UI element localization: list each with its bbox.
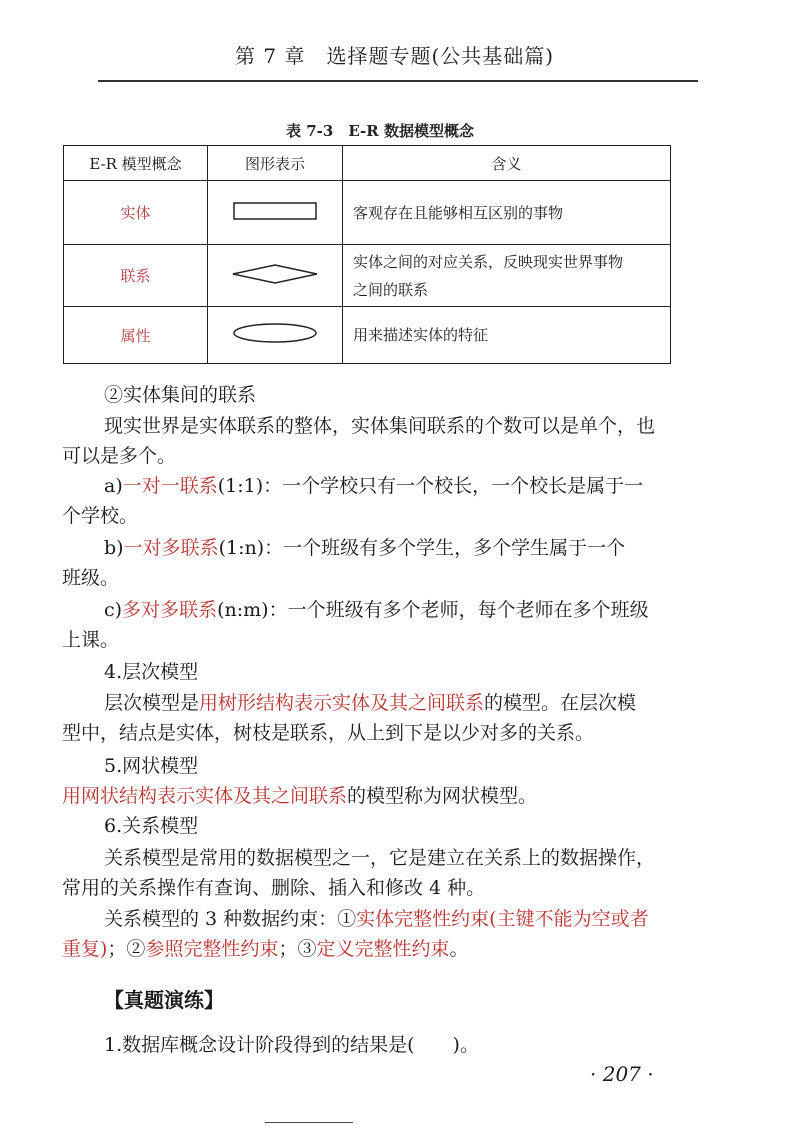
shape-cell — [208, 245, 343, 307]
meaning-text: 之间的联系 — [353, 280, 429, 299]
table-row — [64, 307, 671, 364]
concept-cell: 联系 — [64, 245, 208, 307]
text-line — [62, 934, 684, 964]
heading-network-model: 5.网状模型 — [104, 755, 199, 777]
table-row — [64, 245, 671, 307]
highlight-text: 实体完整性约束(主键不能为空或者 — [356, 908, 649, 930]
paragraph-hierarchical-model — [62, 688, 684, 748]
subheading: ②实体集间的联系 — [104, 384, 257, 406]
section-title: 【真题演练】 — [104, 988, 224, 1012]
shape-cell — [208, 307, 343, 364]
ratio-text: (n:m) — [217, 599, 269, 621]
text-line: 现实世界是实体联系的整体，实体集间联系的个数可以是单个，也 — [104, 415, 656, 437]
text-line: 上课。 — [62, 629, 120, 651]
meaning-cell — [343, 181, 671, 245]
table-header-row — [64, 146, 671, 181]
header-divider — [98, 80, 698, 82]
table-header-concept: E-R 模型概念 — [64, 146, 208, 181]
concept-cell: 实体 — [64, 181, 208, 245]
shape-cell — [208, 181, 343, 245]
meaning-cell — [343, 307, 671, 364]
concept-cell: 属性 — [64, 307, 208, 364]
text-line — [104, 688, 684, 718]
text-line: 可以是多个。 — [62, 445, 177, 467]
text-line: 常用的关系操作有查询、删除、插入和修改 4 种。 — [62, 877, 486, 899]
diamond-icon — [230, 262, 320, 286]
highlight-text: 多对多联系 — [122, 599, 218, 621]
highlight-text: 用网状结构表示实体及其之间联系 — [62, 785, 348, 807]
highlight-text: 用树形结构表示实体及其之间联系 — [199, 692, 485, 714]
highlight-text: 定义完整性约束 — [316, 938, 450, 960]
footer-divider — [265, 1122, 353, 1123]
highlight-text: 参照完整性约束 — [145, 938, 279, 960]
highlight-text: 一对多联系 — [123, 537, 219, 559]
text-span: 层次模型是 — [104, 692, 200, 714]
text-line — [104, 904, 684, 934]
paragraph-entity-relations-heading — [104, 380, 684, 410]
text-span: 。 — [449, 938, 469, 960]
meaning-text: 实体之间的对应关系，反映现实世界事物 — [353, 252, 624, 271]
ratio-text: (1:n) — [218, 537, 265, 559]
page-header: 第 7 章 选择题专题(公共基础篇) — [235, 44, 555, 68]
table-header-meaning: 含义 — [343, 146, 671, 181]
text-line: 班级。 — [62, 567, 120, 589]
paragraph-relations-intro — [62, 411, 684, 471]
list-marker: a) — [104, 475, 123, 497]
text-span: ：一个班级有多个老师，每个老师在多个班级 — [268, 599, 649, 621]
question-text: 1.数据库概念设计阶段得到的结果是( )。 — [104, 1034, 479, 1056]
table-row — [64, 181, 671, 245]
ratio-text: (1:1) — [217, 475, 264, 497]
paragraph-many-to-many — [62, 595, 684, 655]
rectangle-icon — [230, 199, 320, 223]
text-line — [104, 533, 684, 563]
text-line: 个学校。 — [62, 505, 139, 527]
table-caption: 表 7-3 E-R 数据模型概念 — [286, 122, 474, 140]
text-span: 的模型。在层次模 — [484, 692, 637, 714]
text-line — [104, 471, 684, 501]
meaning-text: 用来描述实体的特征 — [353, 326, 489, 344]
paragraph-one-to-many — [62, 533, 684, 593]
page-number: · 207 · — [590, 1062, 654, 1086]
text-span: 的模型称为网状模型。 — [347, 785, 538, 807]
highlight-text: 重复) — [62, 938, 108, 960]
er-concept-table — [63, 145, 671, 364]
text-line: 型中，结点是实体，树枝是联系，从上到下是以少对多的关系。 — [62, 722, 595, 744]
paragraph-relational-model — [62, 843, 684, 903]
heading-relational-model: 6.关系模型 — [104, 815, 199, 837]
text-span: ；② — [107, 938, 146, 960]
text-span: 关系模型的 3 种数据约束：① — [104, 908, 357, 930]
heading-hierarchical-model: 4.层次模型 — [104, 661, 199, 683]
ellipse-icon — [230, 320, 320, 346]
paragraph-one-to-one — [62, 471, 684, 531]
text-line: 关系模型是常用的数据模型之一，它是建立在关系上的数据操作， — [104, 847, 656, 869]
paragraph-constraints — [62, 904, 684, 964]
paragraph-network-model — [62, 781, 642, 811]
text-span: ：一个班级有多个学生，多个学生属于一个 — [264, 537, 626, 559]
highlight-text: 一对一联系 — [122, 475, 218, 497]
list-marker: b) — [104, 537, 124, 559]
meaning-text: 客观存在且能够相互区别的事物 — [353, 203, 564, 222]
text-line — [104, 595, 684, 625]
meaning-cell — [343, 245, 671, 307]
text-span: ：一个学校只有一个校长，一个校长是属于一 — [263, 475, 644, 497]
table-header-shape: 图形表示 — [208, 146, 343, 181]
text-span: ；③ — [278, 938, 317, 960]
list-marker: c) — [104, 599, 123, 621]
